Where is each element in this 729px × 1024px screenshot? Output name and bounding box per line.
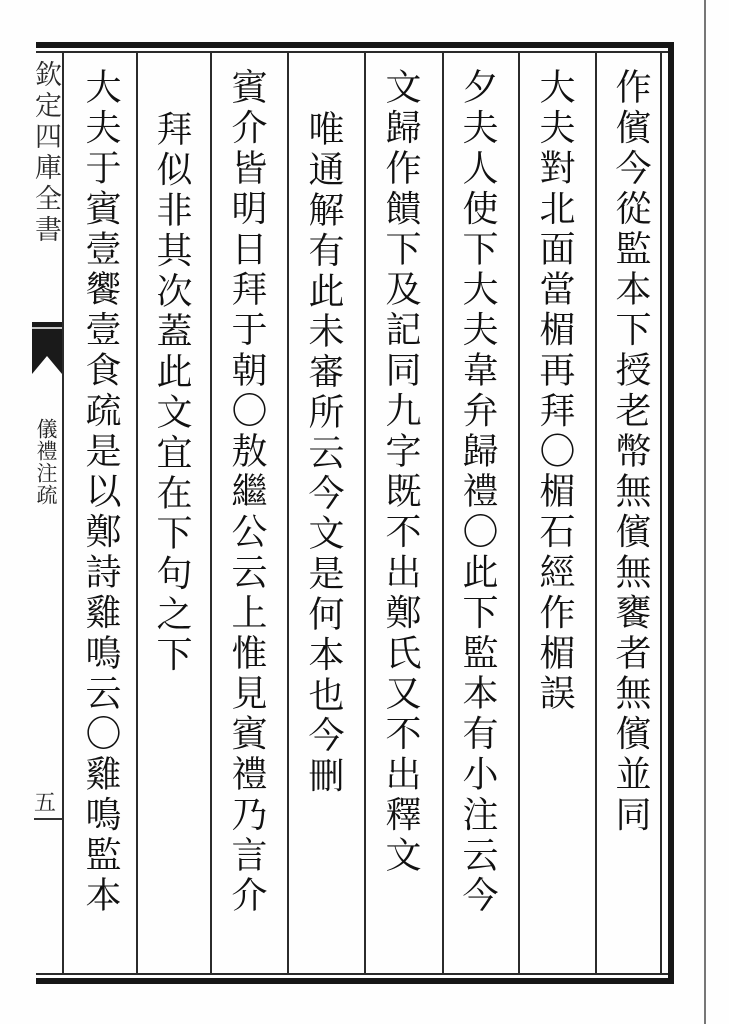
- text-column-4: 文歸作饋下及記同九字既不出鄭氏又不出釋文: [380, 68, 421, 876]
- column-divider: [595, 51, 597, 975]
- margin-rule: [62, 51, 64, 975]
- column-divider: [136, 51, 138, 975]
- page-number-rule: [34, 818, 62, 820]
- fish-tail-mark: [32, 322, 62, 374]
- bottom-border: [36, 978, 670, 984]
- page-number: 五: [34, 791, 57, 816]
- top-border: [36, 42, 670, 48]
- top-border-inner: [36, 51, 670, 53]
- column-divider: [210, 51, 212, 975]
- text-column-7: 拜似非其次蓋此文宜在下句之下: [151, 110, 192, 676]
- column-divider: [442, 51, 444, 975]
- text-column-6: 賓介皆明日拜于朝〇敖繼公云上惟見賓禮乃言介: [226, 68, 267, 917]
- book-title: 欽定四庫全書: [30, 60, 61, 246]
- right-border: [668, 42, 674, 984]
- page-edge: [704, 0, 706, 1024]
- bottom-border-inner: [36, 973, 670, 975]
- right-border-inner: [660, 51, 662, 975]
- section-title: 儀禮注疏: [34, 418, 58, 506]
- text-column-5: 唯通解有此未審所云今文是何本也今刪: [303, 110, 344, 797]
- column-divider: [364, 51, 366, 975]
- text-column-1: 作儐今從監本下授老幣無儐無饔者無儐並同: [610, 68, 651, 836]
- text-column-8: 大夫于賓壹饗壹食疏是以鄭詩雞鳴云〇雞鳴監本: [80, 68, 121, 917]
- text-column-3: 夕夫人使下大夫韋弁歸禮〇此下監本有小注云今: [457, 68, 498, 917]
- text-column-2: 大夫對北面當楣再拜〇楣石經作楣誤: [534, 68, 575, 715]
- column-divider: [287, 51, 289, 975]
- column-divider: [518, 51, 520, 975]
